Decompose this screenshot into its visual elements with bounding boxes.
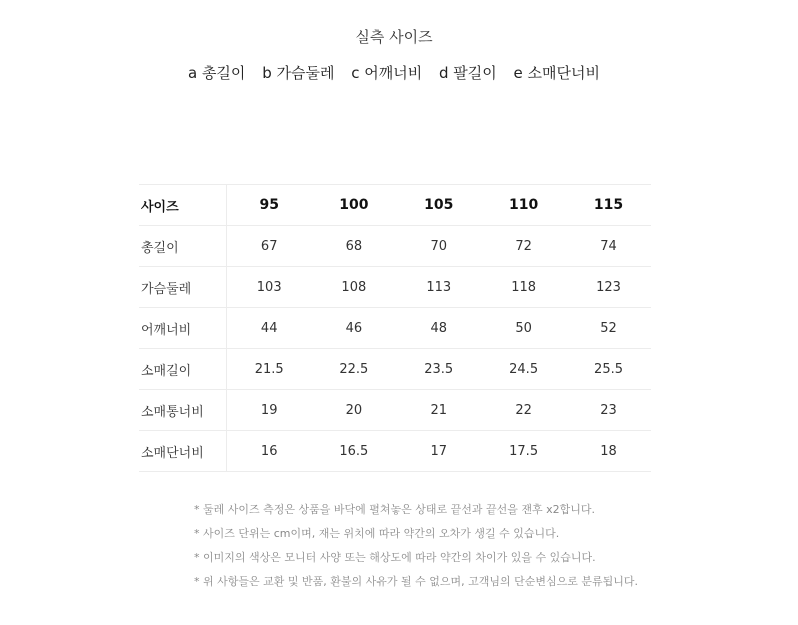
legend-item: e 소매단너비 <box>513 64 600 82</box>
table-cell: 70 <box>396 226 481 267</box>
table-cell: 21.5 <box>227 349 312 390</box>
table-cell: 17.5 <box>481 431 566 472</box>
table-cell: 48 <box>396 308 481 349</box>
note-line: * 둘레 사이즈 측정은 상품을 바닥에 펼쳐놓은 상태로 끝선과 끝선을 잰후 x2합니다. <box>194 503 595 516</box>
table-cell: 52 <box>566 308 651 349</box>
row-label: 총길이 <box>139 226 227 267</box>
table-cell: 103 <box>227 267 312 308</box>
legend-item: b 가슴둘레 <box>262 64 335 82</box>
table-cell: 113 <box>396 267 481 308</box>
table-cell: 21 <box>396 390 481 431</box>
table-row <box>139 390 651 431</box>
size-header: 115 <box>566 185 651 226</box>
table-cell: 25.5 <box>566 349 651 390</box>
table-cell: 18 <box>566 431 651 472</box>
table-row <box>139 431 651 472</box>
table-cell: 46 <box>311 308 396 349</box>
table-cell: 68 <box>311 226 396 267</box>
size-header: 105 <box>396 185 481 226</box>
legend-item: a 총길이 <box>187 64 246 82</box>
table-cell: 74 <box>566 226 651 267</box>
table-cell: 123 <box>566 267 651 308</box>
table-cell: 108 <box>311 267 396 308</box>
row-label: 가슴둘레 <box>139 267 227 308</box>
legend-item: c 어깨너비 <box>351 64 423 82</box>
table-cell: 17 <box>396 431 481 472</box>
table-row <box>139 226 651 267</box>
note-line: * 사이즈 단위는 cm이며, 재는 위치에 따라 약간의 오차가 생길 수 있습니다. <box>194 527 560 540</box>
row-label: 어깨너비 <box>139 308 227 349</box>
table-row <box>139 349 651 390</box>
table-cell: 23.5 <box>396 349 481 390</box>
table-cell: 44 <box>227 308 312 349</box>
note-line: * 이미지의 색상은 모니터 사양 또는 해상도에 따라 약간의 차이가 있을 수 있습니다. <box>194 551 596 564</box>
size-header: 100 <box>311 185 396 226</box>
size-header: 110 <box>481 185 566 226</box>
measurement-legend <box>0 62 788 83</box>
table-row <box>139 267 651 308</box>
table-cell: 16.5 <box>311 431 396 472</box>
table-cell: 23 <box>566 390 651 431</box>
header-label: 사이즈 <box>139 185 227 226</box>
table-cell: 50 <box>481 308 566 349</box>
table-cell: 67 <box>227 226 312 267</box>
row-label: 소매길이 <box>139 349 227 390</box>
table-cell: 118 <box>481 267 566 308</box>
table-row <box>139 308 651 349</box>
table-cell: 24.5 <box>481 349 566 390</box>
table-cell: 19 <box>227 390 312 431</box>
table-cell: 22 <box>481 390 566 431</box>
table-cell: 72 <box>481 226 566 267</box>
page-title: 실측 사이즈 <box>355 28 433 46</box>
row-label: 소매단너비 <box>139 431 227 472</box>
size-table <box>139 184 651 472</box>
table-cell: 16 <box>227 431 312 472</box>
notes-section <box>194 498 754 594</box>
legend-item: d 팔길이 <box>439 64 497 82</box>
table-header-row <box>139 185 651 226</box>
table-cell: 22.5 <box>311 349 396 390</box>
note-line: * 위 사항들은 교환 및 반품, 환불의 사유가 될 수 없으며, 고객님의 단순변심으로 분류됩니다. <box>194 575 638 588</box>
table-cell: 20 <box>311 390 396 431</box>
size-header: 95 <box>227 185 312 226</box>
row-label: 소매통너비 <box>139 390 227 431</box>
